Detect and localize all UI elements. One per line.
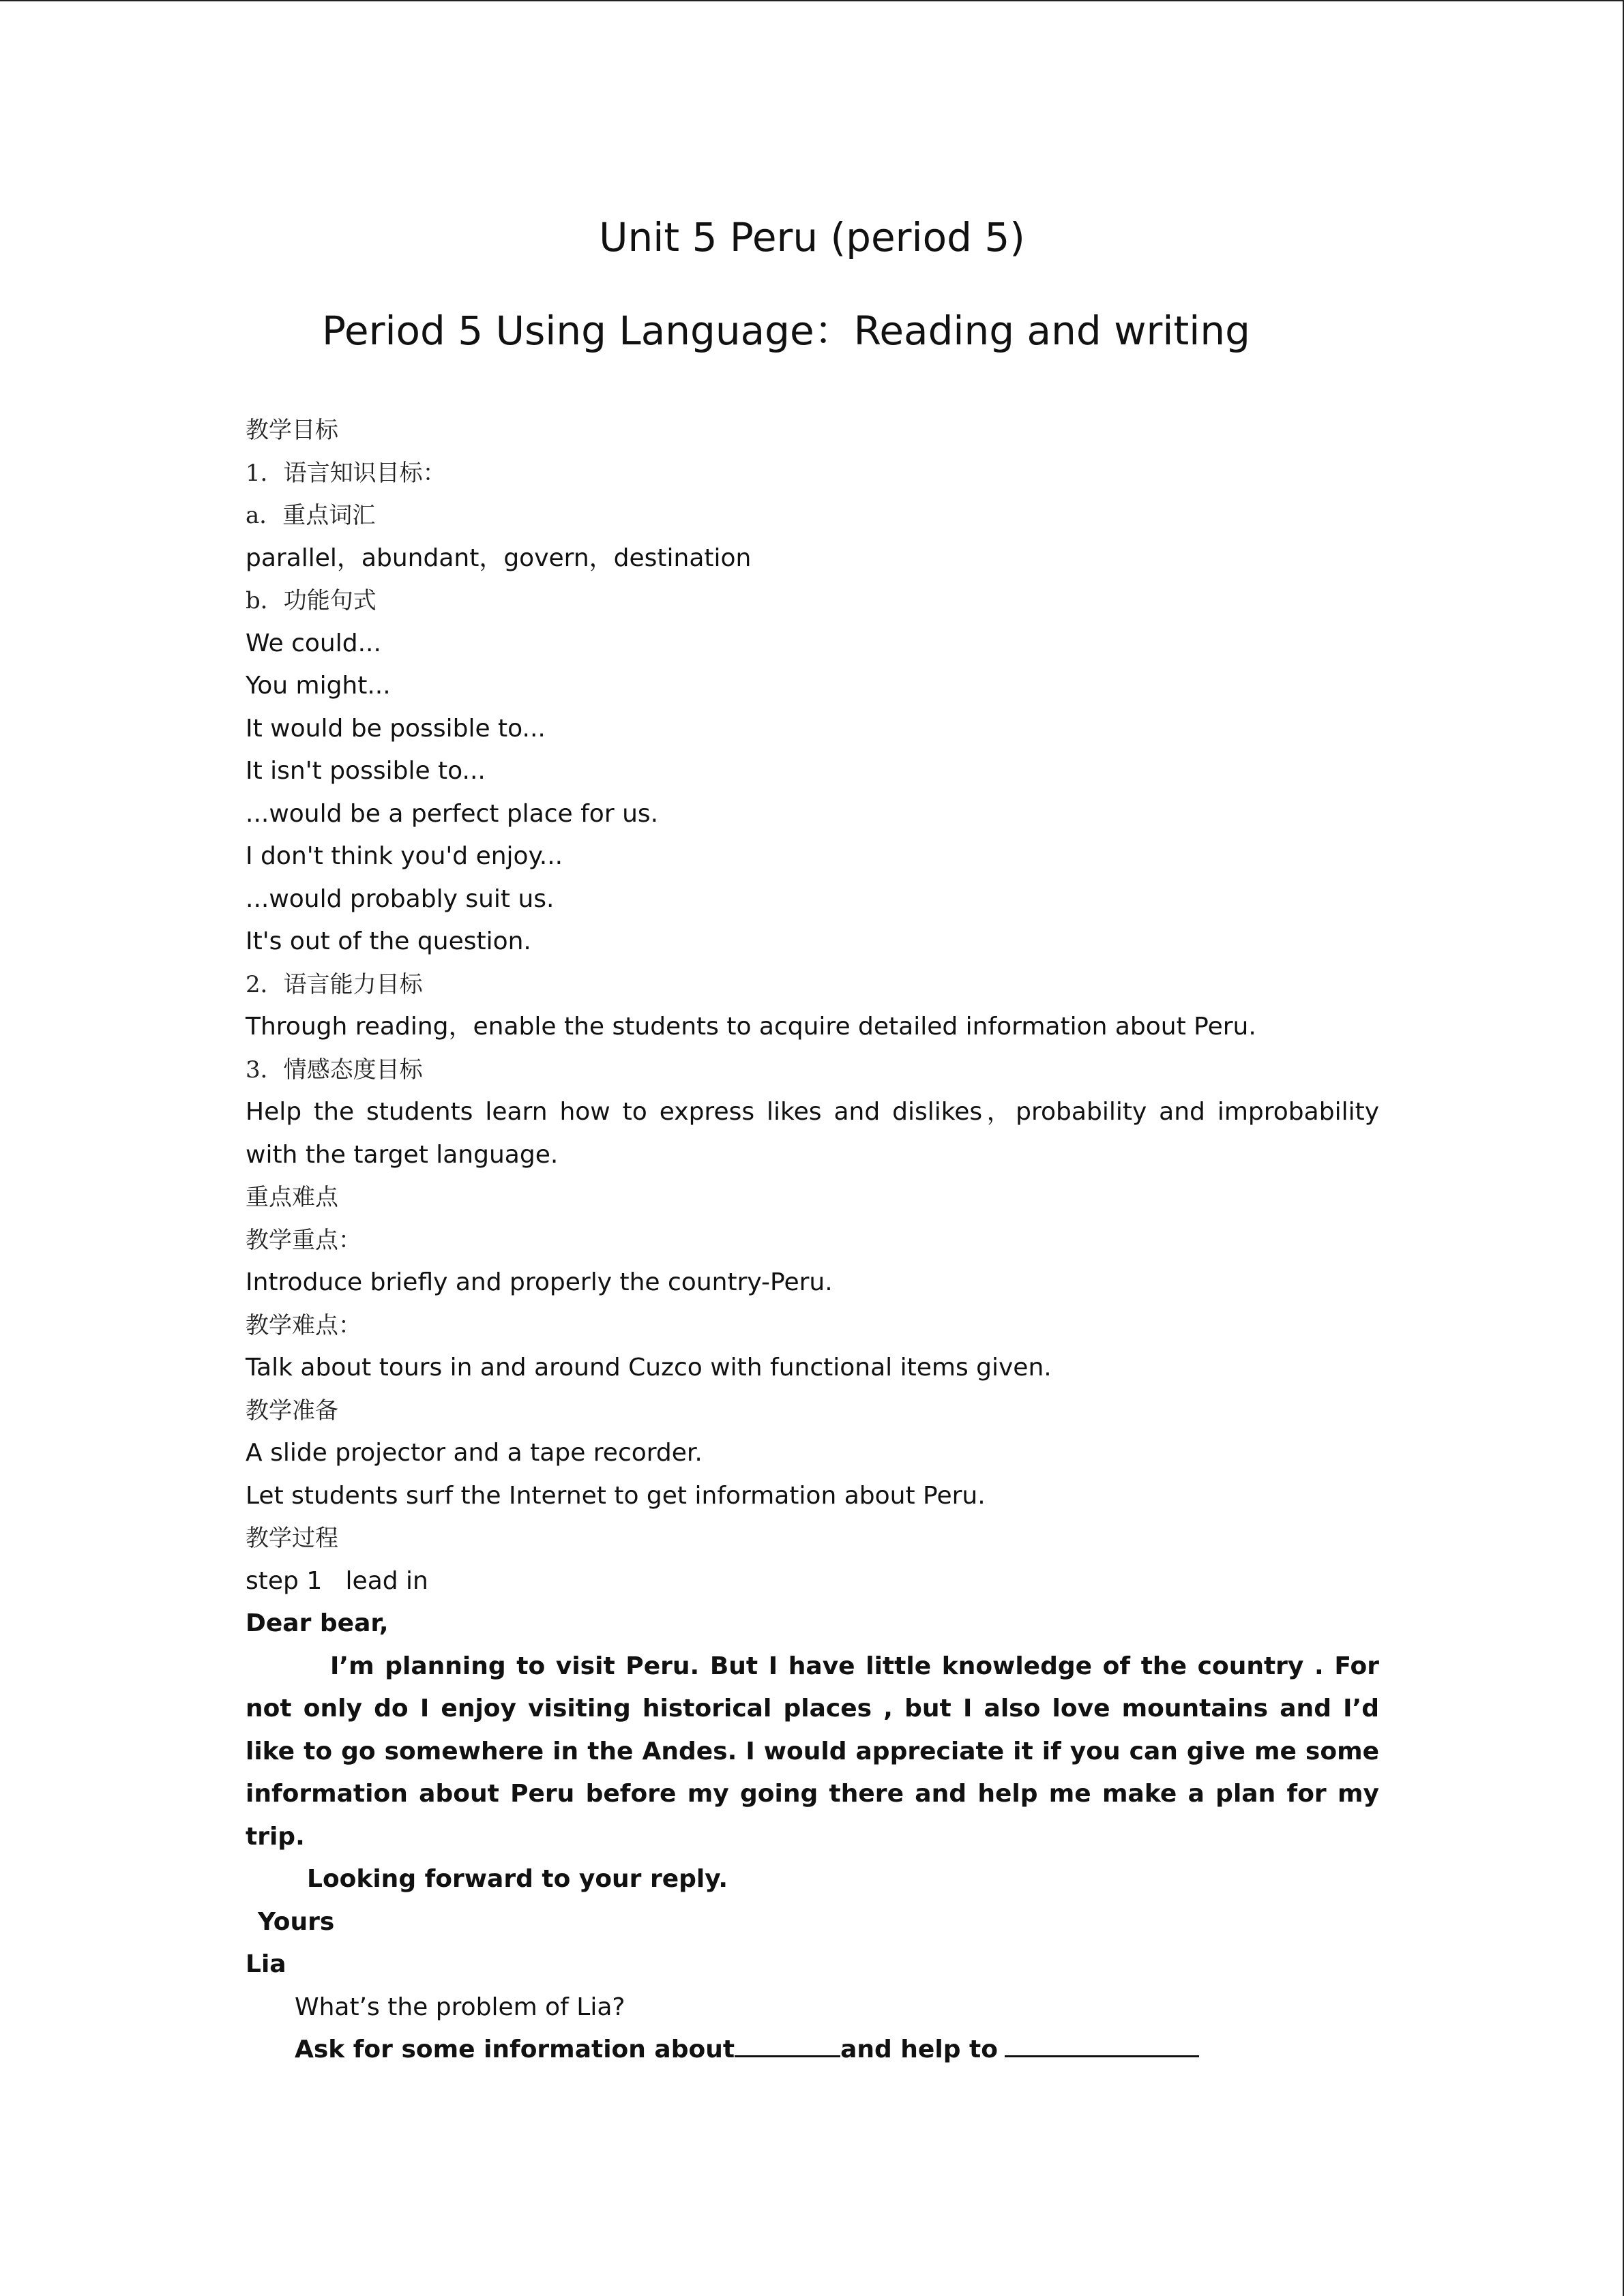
letter-salutation: Dear bear, (246, 1609, 389, 1637)
difficulty-text: Talk about tours in and around Cuzco with functional items given. (246, 1354, 1052, 1382)
sentence-pattern: It would be possible to... (246, 714, 546, 743)
letter-body: I’m planning to visit Peru. But I have little knowledge of the country . For not only do I enjoy visiting historical places , but I also love mountains and I’d like to go somewhere in the Andes. I would appreciate it if you can give me some information about Peru before my going there and help me make a plan for my trip. (246, 1652, 1388, 1851)
letter-signature: Lia (246, 1950, 286, 1978)
difficulty-label: 教学难点： (246, 1311, 361, 1339)
objective-1a-heading: a．重点词汇 (246, 502, 376, 529)
objective-2-heading: 2．语言能力目标 (246, 970, 423, 998)
question-text: What’s the problem of Lia? (295, 1993, 625, 2021)
sentence-pattern: It's out of the question. (246, 927, 531, 955)
sentence-pattern: It isn't possible to... (246, 757, 486, 785)
answer-line (246, 2029, 1379, 2072)
objective-3-text: Help the students learn how to express likes and dislikes，probability and improbability with the target language. (246, 1098, 1387, 1169)
objective-2-text: Through reading，enable the students to acquire detailed information about Peru. (246, 1013, 1256, 1041)
objective-1b-heading: b．功能句式 (246, 587, 377, 614)
sentence-pattern: You might... (246, 672, 391, 700)
section-heading-keypoints: 重点难点 (246, 1184, 338, 1211)
section-heading-preparation: 教学准备 (246, 1397, 338, 1425)
sentence-pattern: We could... (246, 629, 381, 657)
sentence-pattern: I don't think you'd enjoy... (246, 842, 563, 870)
sentence-pattern: ...would be a perfect place for us. (246, 799, 659, 828)
preparation-item: Let students surf the Internet to get information about Peru. (246, 1481, 986, 1510)
section-heading-process: 教学过程 (246, 1525, 338, 1552)
document-body (246, 409, 1388, 2072)
document-title: Unit 5 Peru (period 5) (599, 214, 1025, 260)
document-subtitle: Period 5 Using Language：Reading and writing (322, 308, 1250, 354)
answer-blank-1[interactable] (735, 2031, 840, 2057)
letter-closing: Looking forward to your reply. (307, 1865, 728, 1893)
objective-3-heading: 3．情感态度目标 (246, 1056, 423, 1084)
answer-blank-2[interactable] (1005, 2031, 1199, 2057)
step-heading: step 1 lead in (246, 1566, 428, 1595)
section-heading-objectives: 教学目标 (246, 417, 338, 444)
sentence-pattern: ...would probably suit us. (246, 884, 555, 913)
objective-1-heading: 1．语言知识目标： (246, 459, 446, 487)
focus-label: 教学重点： (246, 1226, 361, 1254)
focus-text: Introduce briefly and properly the country-Peru. (246, 1268, 833, 1296)
vocabulary-list: parallel，abundant，govern，destination (246, 543, 752, 572)
letter-yours: Yours (258, 1907, 335, 1936)
answer-part-2: and help to (840, 2036, 998, 2063)
answer-part-1: Ask for some information about (295, 2036, 735, 2063)
preparation-item: A slide projector and a tape recorder. (246, 1439, 703, 1467)
